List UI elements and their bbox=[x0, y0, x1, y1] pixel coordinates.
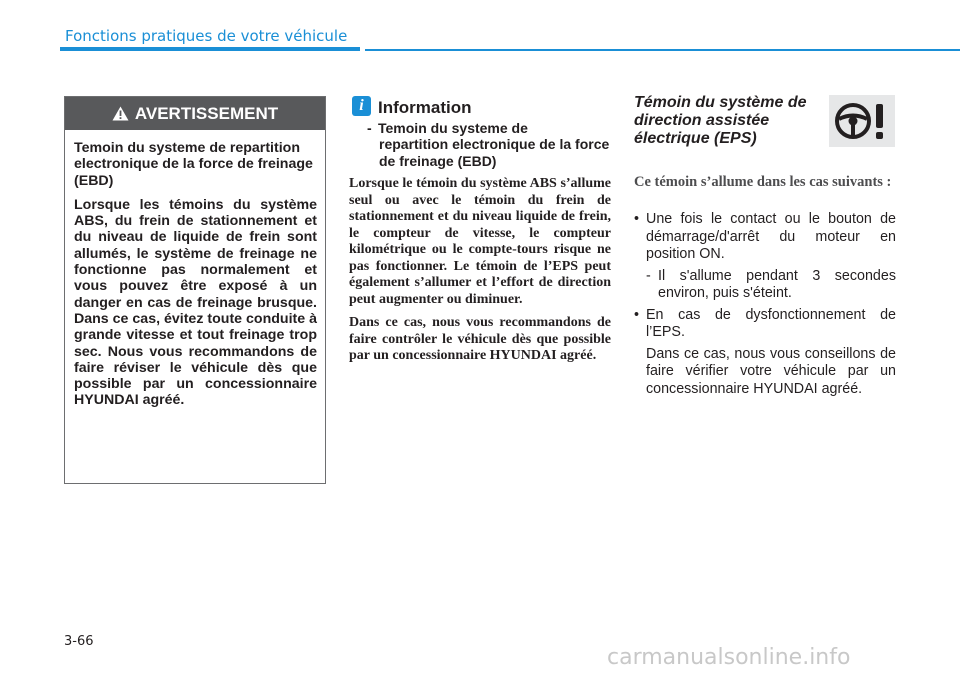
eps-warning-icon bbox=[829, 95, 895, 147]
eps-intro: Ce témoin s’allume dans les cas suivants : bbox=[634, 174, 892, 190]
info-paragraph-1: Lorsque le témoin du système ABS s’allume seul ou avec le témoin du frein de stationnement et du niveau liquide de frein, le compteur de vitesse, le compteur kilométrique ou le compte-tours risque ne pas fonctionner. Le témoin de l’EPS peut également s’allumer et l’effort de direction peut augmenter ou diminuer. bbox=[349, 176, 611, 307]
eps-item-2-note: Dans ce cas, nous vous conseillons de faire vérifier votre véhicule par un concessionnaire HYUNDAI agréé. bbox=[646, 345, 896, 397]
info-body bbox=[349, 176, 611, 372]
info-paragraph-2: Dans ce cas, nous vous recommandons de faire contrôler le véhicule dès que possible par un concessionnaire HYUNDAI agréé. bbox=[349, 315, 611, 363]
section-title: Fonctions pratiques de votre véhicule bbox=[65, 27, 348, 45]
warning-text: Lorsque les témoins du système ABS, du frein de stationnement et du niveau de liquide de frein sont allumés, le système de freinage ne fonctionne pas normalement et vous pouvez être exposé à un danger en cas de freinage brusque. Dans ce cas, évitez toute conduite à grande vitesse et tout freinage trop sec. Nous vous recommandons de faire réviser le véhicule dès que possible par un concessionnaire HYUNDAI agréé. bbox=[74, 196, 317, 409]
eps-title: Témoin du système de direction assistée électrique (EPS) bbox=[634, 94, 807, 147]
page-number: 3-66 bbox=[64, 634, 94, 649]
eps-item-1-sub: Il s'allume pendant 3 secondes environ, puis s'éteint. bbox=[658, 267, 896, 301]
warning-box bbox=[64, 96, 326, 484]
eps-item-1: Une fois le contact ou le bouton de démarrage/d'arrêt du moteur en position ON. bbox=[646, 211, 896, 262]
header-rule-thin bbox=[365, 49, 960, 51]
info-title: Information bbox=[378, 98, 472, 117]
warning-header bbox=[65, 97, 325, 130]
eps-list bbox=[634, 211, 896, 402]
eps-item-2: En cas de dysfonctionnement de l’EPS. bbox=[646, 306, 896, 340]
warning-label: AVERTISSEMENT bbox=[134, 103, 279, 123]
list-item bbox=[634, 211, 896, 264]
watermark: carmanualsonline.info bbox=[607, 645, 851, 670]
info-subheading bbox=[367, 120, 615, 169]
list-item bbox=[634, 268, 896, 303]
info-sub-rest: repartition electronique de la force de freinage (EBD) bbox=[379, 136, 610, 169]
warning-triangle-icon bbox=[112, 106, 129, 121]
bullet-glyph: • bbox=[634, 211, 640, 227]
info-sub-line1: Temoin du systeme de bbox=[378, 120, 528, 136]
dash-glyph: - bbox=[646, 267, 651, 284]
bullet-glyph: • bbox=[634, 306, 640, 323]
list-item bbox=[634, 307, 896, 342]
info-sub-dash: - bbox=[367, 120, 372, 136]
warning-body bbox=[65, 130, 325, 409]
header-rule-thick bbox=[60, 47, 360, 51]
warning-heading: Temoin du systeme de repartition electronique de la force de freinage (EBD) bbox=[74, 140, 313, 189]
info-icon: i bbox=[352, 96, 371, 116]
